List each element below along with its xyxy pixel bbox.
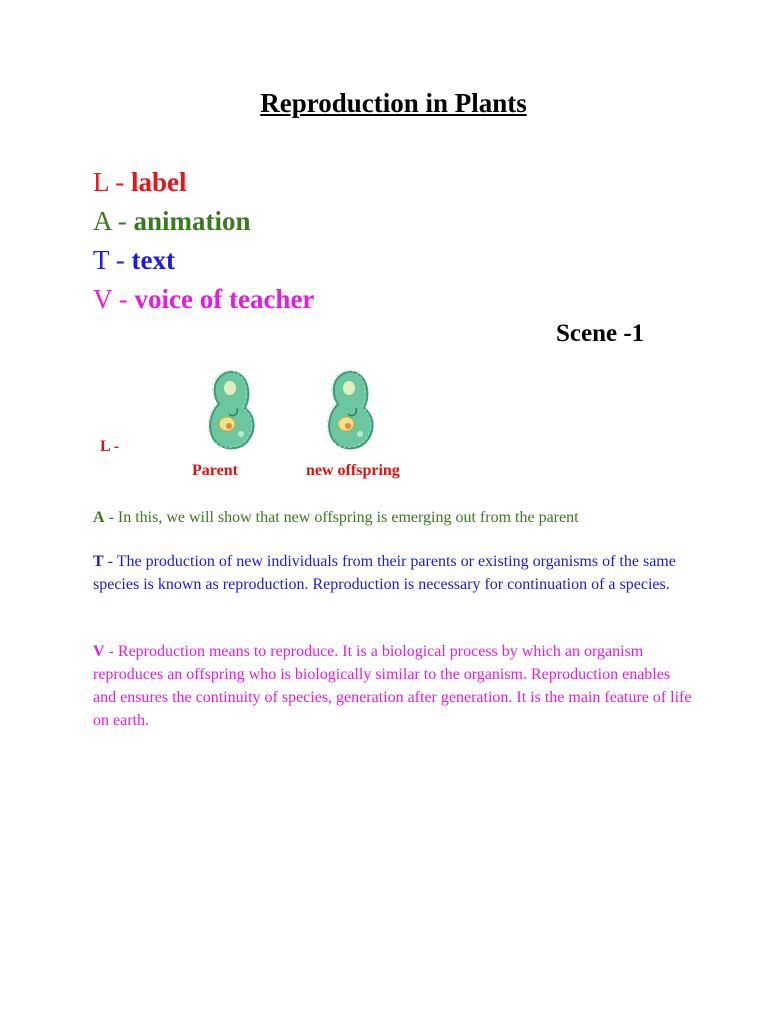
legend-word: voice of teacher bbox=[134, 284, 315, 314]
animation-note bbox=[93, 506, 693, 529]
note-key: T bbox=[93, 553, 104, 570]
label-row-prefix: L - bbox=[100, 438, 120, 455]
legend-key: T bbox=[93, 245, 110, 275]
parent-caption: Parent bbox=[192, 462, 238, 479]
note-key: V bbox=[93, 643, 105, 660]
note-key: A bbox=[93, 509, 105, 526]
paramecium-icon bbox=[322, 368, 382, 454]
legend-item-voice bbox=[93, 280, 314, 319]
legend-key: L bbox=[93, 167, 109, 197]
scene-heading: Scene -1 bbox=[556, 320, 645, 347]
note-text: - In this, we will show that new offspring is emerging out from the parent bbox=[104, 509, 579, 526]
voice-note bbox=[93, 640, 693, 732]
legend-sep: - bbox=[108, 167, 131, 197]
legend-sep: - bbox=[109, 245, 132, 275]
legend-word: text bbox=[131, 245, 175, 275]
legend-sep: - bbox=[112, 284, 135, 314]
legend-word: animation bbox=[133, 206, 251, 236]
legend-item-animation bbox=[93, 202, 314, 241]
legend-key: A bbox=[93, 206, 112, 236]
legend-item-label bbox=[93, 163, 314, 202]
paramecium-icon bbox=[203, 368, 263, 454]
text-note bbox=[93, 550, 693, 596]
offspring-caption: new offspring bbox=[306, 462, 400, 479]
legend-key: V bbox=[93, 284, 113, 314]
page-title: Reproduction in Plants bbox=[260, 88, 527, 118]
legend-sep: - bbox=[111, 206, 134, 236]
note-text: - The production of new individuals from their parents or existing organisms of the same species is known as reproduction. Reproduction is necessary for continuation of a species. bbox=[93, 553, 676, 593]
note-text: - Reproduction means to reproduce. It is a biological process by which an organism reproduces an offspring who is biologically similar to the organism. Reproduction enables and ensures the continuity of species, generation after generation. It is the main feature of life on earth. bbox=[93, 643, 692, 729]
legend-word: label bbox=[131, 167, 187, 197]
legend-item-text bbox=[93, 241, 314, 280]
legend-list bbox=[93, 163, 314, 319]
